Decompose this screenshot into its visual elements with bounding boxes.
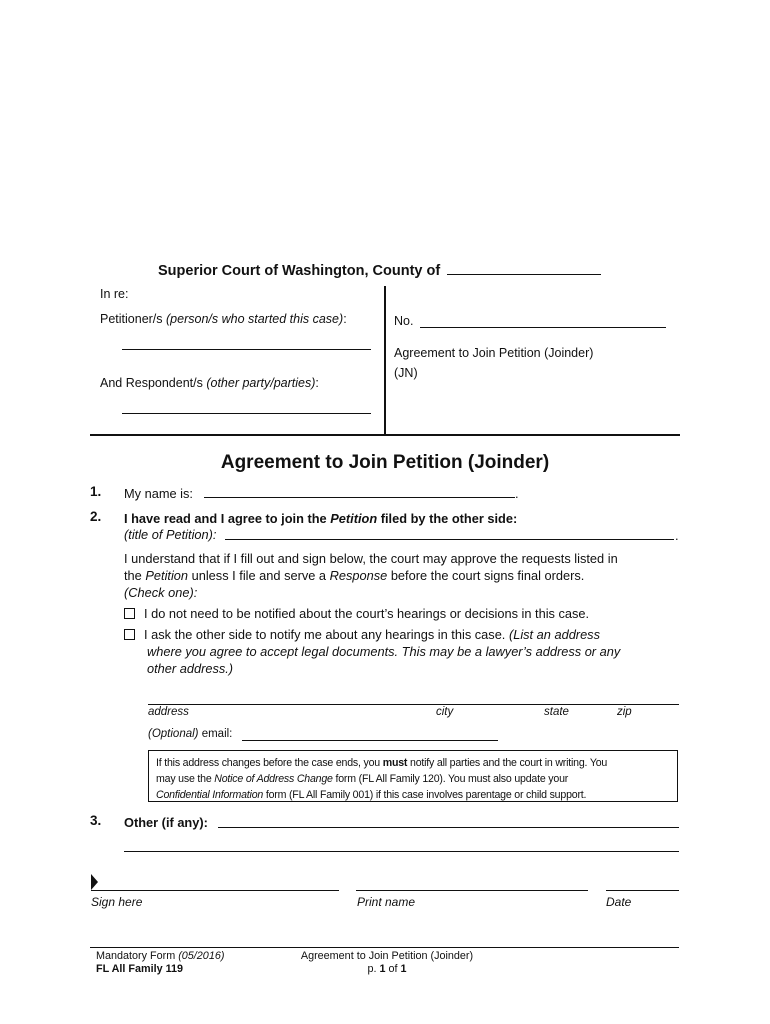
section-1-number: 1.: [90, 484, 102, 499]
other-field-line-1[interactable]: [218, 827, 679, 828]
date-field[interactable]: [606, 890, 679, 891]
caption-doc-title: Agreement to Join Petition (Joinder) (JN): [394, 346, 594, 380]
no-notice-checkbox[interactable]: [124, 608, 135, 619]
notify-me-checkbox[interactable]: [124, 629, 135, 640]
email-label: (Optional) email:: [148, 728, 233, 740]
print-name-field[interactable]: [356, 890, 588, 891]
petitioners-label: Petitioner/s (person/s who started this case):: [100, 312, 347, 326]
section-2-heading: I have read and I agree to join the Petition filed by the other side:: [124, 511, 518, 526]
sign-here-arrow-icon: [91, 874, 98, 890]
city-label: city: [436, 706, 454, 718]
form-title: Agreement to Join Petition (Joinder): [220, 452, 550, 473]
date-label: Date: [606, 895, 632, 909]
footer-rule: [90, 947, 679, 948]
court-title: Superior Court of Washington, County of: [158, 262, 601, 279]
title-of-petition-end: .: [675, 528, 679, 543]
section-3-number: 3.: [90, 813, 102, 828]
petitioners-name-field[interactable]: [122, 349, 371, 350]
case-caption: [90, 286, 680, 436]
address-field[interactable]: [148, 704, 679, 705]
sign-here-label: Sign here: [91, 895, 143, 909]
county-field[interactable]: [447, 262, 601, 275]
option-no-notice: [124, 605, 589, 622]
section-3-label: Other (if any):: [124, 815, 208, 830]
in-re-label: In re:: [100, 287, 129, 301]
respondents-label: And Respondent/s (other party/parties):: [100, 376, 319, 390]
section-1-label: My name is:: [124, 486, 193, 501]
my-name-field[interactable]: [204, 497, 515, 498]
email-field[interactable]: [242, 740, 498, 741]
state-label: state: [544, 706, 569, 718]
option-notify-me: I ask the other side to notify me about any hearings in this case. (List an address where you agree to accept legal documents. This may be a lawyer’s address or any other address.): [124, 626, 684, 677]
address-change-notice: If this address changes before the case ends, you must notify all parties and the court in writing. You may use the Notice of Address Change form (FL All Family 120). You must also update your Confidential Information form (FL All Family 001) if this case involves parentage or child support.: [148, 750, 678, 802]
footer-form-info: Mandatory Form (05/2016) FL All Family 119: [96, 950, 225, 975]
caption-divider: [384, 286, 386, 436]
other-field-line-2[interactable]: [124, 851, 679, 852]
option-no-notice-label: I do not need to be notified about the court’s hearings or decisions in this case.: [144, 606, 590, 621]
title-of-petition-label: (title of Petition):: [124, 527, 217, 542]
footer-center: Agreement to Join Petition (Joinder) p. 1 of 1: [300, 950, 474, 975]
case-number-field[interactable]: [420, 327, 666, 328]
caption-bottom-rule: [90, 434, 680, 436]
case-number-label: No.: [394, 314, 414, 328]
title-of-petition-field[interactable]: [225, 539, 674, 540]
address-label: address: [148, 706, 189, 718]
print-name-label: Print name: [357, 895, 416, 909]
zip-label: zip: [617, 706, 632, 718]
respondents-name-field[interactable]: [122, 413, 371, 414]
signature-field[interactable]: [91, 890, 339, 891]
section-1-end: .: [515, 486, 519, 501]
section-2-paragraph: I understand that if I fill out and sign below, the court may approve the requests listed in the Petition unless I file and serve a Response before the court signs final orders. (Check one):: [124, 551, 618, 600]
section-2-number: 2.: [90, 509, 102, 524]
